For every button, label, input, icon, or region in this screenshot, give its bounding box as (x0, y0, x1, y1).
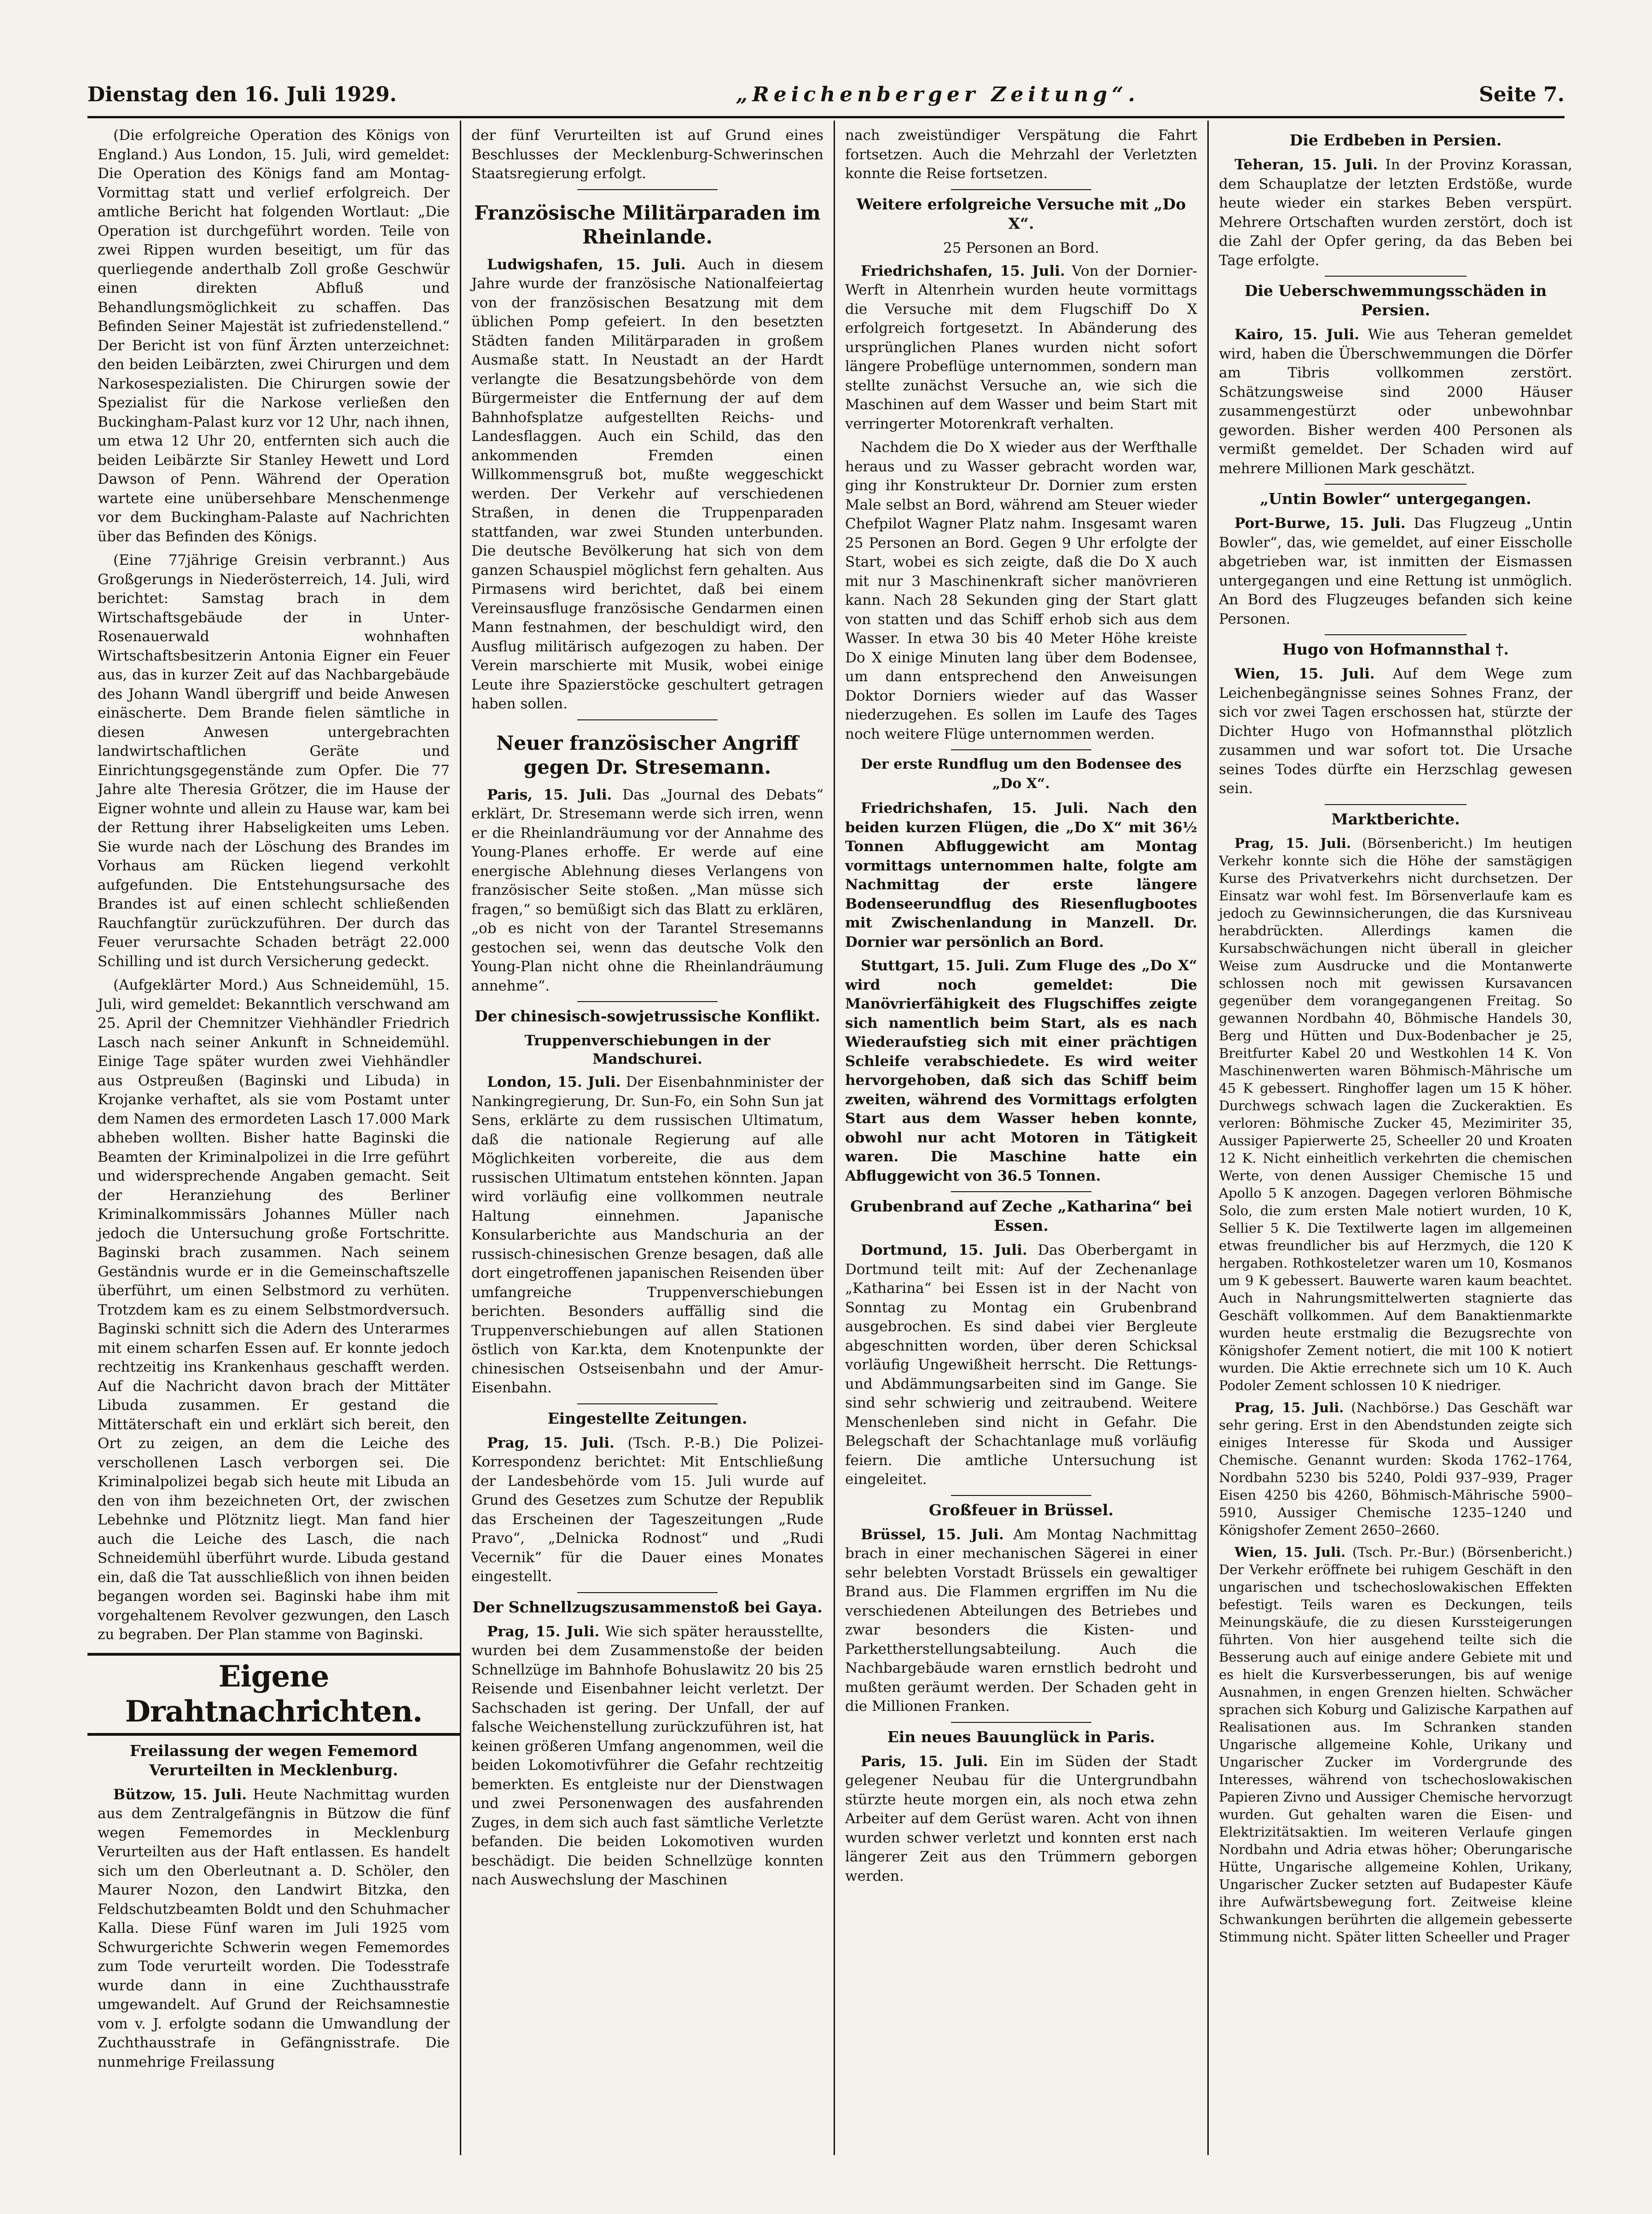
article-china-conflict (471, 1073, 823, 1398)
headline-banned-newspapers: Eingestellte Zeitungen. (547, 1409, 748, 1427)
dateline: Prag, 15. Juli. (1235, 835, 1351, 851)
subheadline-do-x-tests: 25 Personen an Bord. (943, 239, 1099, 256)
article-do-x-tests (845, 262, 1197, 434)
article-persia-flood (1219, 325, 1572, 478)
headline-market-reports: Marktberichte. (1331, 810, 1460, 828)
dateline: Prag, 15. Juli. (487, 1623, 600, 1640)
article-body: Das Oberbergamt in Dortmund teilt mit: Auf der Zechenanlage „Katharina“ bei Essen ist in der Nacht von Sonntag zu Montag ein Grubenbrand ausgebrochen. Es sind dabei vier Bergleute abgeschnitten worden, über deren Schicksal vorläufig Ungewißheit herrscht. Die Rettungs- und Abdämmungsarbeiten sind im Gange. Sie sind sehr schwierig und zeitraubend. Weitere Menschenleben sind nicht in Gefahr. Die Belegschaft der Schachtanlage muß vorläufig feiern. Die amtliche Untersuchung ist eingeleitet. (845, 1242, 1197, 1488)
article-body: In der Provinz Korassan, dem Schauplatze der letzten Erdstöße, wurde heute wieder ein starkes Beben verspürt. Mehrere Ortschaften wurden zerstört, doch ist die Zahl der Opfer gering, da das Beben bei Tage erfolgte. (1219, 156, 1572, 269)
dateline: Port-Burwe, 15. Juli. (1235, 515, 1406, 532)
article-body: Wie aus Teheran gemeldet wird, haben die Überschwemmungen die Dörfer am Tibris vollkommen zerstört. Schätzungsweise sind 2000 Häuser zusammengestürzt oder unbewohnbar geworden. Bisher werden 400 Personen als vermißt gemeldet. Der Schaden wird auf mehrere Millionen Mark geschätzt. (1219, 326, 1573, 477)
article-brussels-fire (845, 1525, 1197, 1716)
article-persia-earthquake (1219, 156, 1572, 270)
article-do-x-stuttgart (845, 956, 1197, 1186)
article-king-operation: (Die erfolgreiche Operation des Königs von England.) Aus London, 15. Juli, wird gemeldet: Die Operation des Königs fand am Montag-Vormittag statt und verlief erfolgreich. Der amtliche Bericht hat folgenden Wortlaut: „Die Operation ist durchgeführt worden. Teile von zwei Rippen wurden beseitigt, um für das querliegende anderthalb Zoll große Geschwür einen direkten Abfluß und Behandlungsmöglichkeit zu schaffen. Das Befinden Seiner Majestät ist zufriedenstellend.“ Der Bericht ist von fünf Ärzten unterzeichnet: den beiden Leibärzten, zwei Chirurgen und dem Narkosespezialisten. Die Chirurgen sowie der Spezialist für die Narkose verließen den Buckingham-Palast kurz vor 12 Uhr, nach ihnen, um etwa 12 Uhr 20, entfernten sich auch die beiden Leibärzte Sir Stanley Hewett und Lord Dawson of Penn. Während der Operation wartete eine unübersehbare Menschenmenge vor dem Buckingham-Palaste auf Nachrichten über das Befinden des Königs. (98, 127, 450, 545)
dateline: Friedrichshafen, 15. Juli. (861, 262, 1065, 279)
article-body: (Nachbörse.) Das Geschäft war sehr gering. Erst in den Abendstunden zeigte sich einiges Interesse für Skoda und Aussiger Chemische. Genannt wurden: Skoda 1762–1764, Nordbahn 5230 bis 5240, Poldi 937–939, Prager Eisen 4250 bis 4260, Böhmisch-Mährische 5900–5910, Aussiger Chemische 1235–1240 und Königshofer Zement 2650–2660. (1219, 1399, 1572, 1538)
article-body: Wie sich später herausstellte, wurden bei dem Zusammenstoße der beiden Schnellzüge im Bahnhofe Bohuslawitz 20 bis 25 Reisende und Eisenbahner leicht verletzt. Der Sachschaden ist gering. Der Unfall, der auf falsche Weichenstellung zurückzuführen ist, hat keinen größeren Umfang angenommen, weil die beiden Lokomotivführer die Gefahr rechtzeitig bemerkten. Es entgleiste nur der Dienstwagen und zwei Personenwagen des ausfahrenden Zuges, in dem sich auch fast sämtliche Verletzte befanden. Die beiden Lokomotiven wurden beschädigt. Die beiden Schnellzüge konnten nach Auswechslung der Maschinen (471, 1623, 823, 1888)
separator (1325, 634, 1467, 635)
headline-persia-flood: Die Ueberschwemmungsschäden in Persien. (1244, 282, 1547, 319)
newspaper-name: „Reichenberger Zeitung“. (736, 82, 1140, 106)
separator (1325, 484, 1467, 485)
issue-date: Dienstag den 16. Juli 1929. (87, 82, 397, 106)
article-vienna-exchange (1219, 1543, 1572, 1946)
dateline: Friedrichshafen, 15. Juli. (861, 800, 1089, 817)
article-attack-stresemann (471, 786, 823, 996)
separator (1325, 276, 1467, 277)
separator (951, 1191, 1091, 1192)
dateline: Teheran, 15. Juli. (1235, 156, 1378, 173)
dateline: Prag, 15. Juli. (1235, 1399, 1344, 1415)
separator (951, 189, 1091, 190)
dateline: Dortmund, 15. Juli. (861, 1242, 1027, 1258)
article-body: Auch in diesem Jahre wurde der französische Nationalfeiertag von der französischen Besatzung mit dem üblichen Pomp gefeiert. In den besetzten Städten fanden Militärparaden in großem Ausmaße statt. In Neustadt an der Hardt verlangte die Besatzungsbehörde von dem Bürgermeister die Entfernung der auf dem Bahnhofsplatze aufgestellten Reichs- und Landesflaggen. Auch ein Schild, das den ankommenden Fremden einen Willkommensgruß bot, mußte weggeschickt werden. Der Verkehr auf verschiedenen Straßen, in denen die Truppenparaden stattfanden, war zwei Stunden unterbunden. Die deutsche Bevölkerung hat sich von dem ganzen Schauspiel möglichst fern gehalten. Aus Pirmasens wird berichtet, daß bei einem Vereinsausfluge französische Gendarmen einen Mann festnahmen, der beschuldigt wird, den Ausflug militärisch aufgezogen zu haben. Der Verein marschierte mit Musik, wobei einige Leute ihre Spazierstöcke geschultert getragen haben sollen. (471, 256, 824, 712)
column-2 (461, 121, 835, 2155)
article-fememord-continued: der fünf Verurteilten ist auf Grund eines Beschlusses der Mecklenburg-Schwerinschen Staatsregierung erfolgt. (471, 127, 823, 182)
article-body: Das Flugzeug „Untin Bowler“, das, wie gemeldet, auf einer Eisscholle abgetrieben war, ist inmitten der Eismassen untergegangen und eine Rettung ist unmöglich. An Bord des Flugzeuges befanden sich keine Personen. (1219, 515, 1573, 627)
article-body: Ein im Süden der Stadt gelegener Neubau für die Untergrundbahn stürzte heute morgen ein, als noch etwa zehn Arbeiter auf dem Gerüst waren. Acht von ihnen wurden schwer verletzt und konnten erst nach längerer Zeit aus den Trümmern geborgen werden. (845, 1753, 1197, 1884)
separator (951, 1495, 1091, 1496)
article-body: Von der Dornier-Werft in Altenrhein wurden heute vormittags die Versuche mit dem Flugschiff Do X erfolgreich fortgesetzt. In Abänderung des ursprünglichen Planes wurden nicht sofort längere Probeflüge unternommen, sondern man stellte zunächst Versuche an, wie sich die Maschinen auf dem Wasser und beim Start mit verringerter Motorenkraft verhalten. (845, 262, 1198, 432)
article-body: Zum Fluge des „Do X“ wird noch gemeldet: Die Manövrierfähigkeit des Flugschiffes zeigte sich namentlich beim Start, als es nach Wiederaufstieg sich mit einer prächtigen Schleife verabschiedete. Es wird weiter hervorgehoben, daß sich das Schiff beim zweiten, während des Vormittags erfolgten Start aus dem Wasser heben konnte, obwohl nur acht Motoren in Tätigkeit waren. Die Maschine hatte ein Abfluggewicht von 36.5 Tonnen. (845, 957, 1197, 1184)
headline-train-collision: Der Schnellzugszusammenstoß bei Gaya. (472, 1598, 823, 1616)
headline-persia-earthquake: Die Erdbeben in Persien. (1289, 131, 1502, 149)
dateline: Brüssel, 15. Juli. (861, 1526, 1004, 1543)
header-rule (87, 116, 1565, 118)
headline-attack-stresemann: Neuer französischer Angriff gegen Dr. Stresemann. (496, 731, 799, 778)
dateline: Paris, 15. Juli. (487, 786, 612, 803)
dateline: Stuttgart, 15. Juli. (861, 957, 1010, 974)
article-mine-fire (845, 1241, 1197, 1490)
section-banner: Eigene Drahtnachrichten. (87, 1653, 460, 1736)
article-body: (Tsch. P.-B.) Die Polizei-Korrespondenz berichtet: Mit Entschließung der Landesbehörde vom 15. Juli wurde auf Grund des Gesetzes zum Schutze der Republik das Erscheinen der Tageszeitungen „Rude Pravo“, „Delnicka Rodnost“ und „Rudi Vecernik“ für die Dauer eines Monates eingestellt. (471, 1434, 823, 1585)
article-body: Heute Nachmittag wurden aus dem Zentralgefängnis in Bützow die fünf wegen Fememordes in Mecklenburg Verurteilten aus der Haft entlassen. Es handelt sich um den Oberleutnant a. D. Schöler, den Maurer Nozon, den Landwirt Bitzka, den Feldschutzbeamten Boldt und den Schuhmacher Kalla. Diese Fünf waren im Juli 1925 vom Schwurgerichte Schwerin wegen Fememordes zum Tode verurteilt worden. Die Todesstrafe wurde dann in eine Zuchthausstrafe umgewandelt. Auf Grund der Reichsamnestie vom v. J. erfolgte sodann die Umwandlung der Zuchthausstrafe in Gefängnisstrafe. Die nunmehrige Freilassung (98, 1786, 450, 2070)
dateline: Ludwigshafen, 15. Juli. (487, 256, 686, 273)
article-body: Am Montag Nachmittag brach in einer mechanischen Sägerei in einer sehr belebten Vorstadt Brüssels ein gewaltiger Brand aus. Die Flammen ergriffen im Nu die verschiedenen Abteilungen des Betriebes und zwar besonders die Kisten- und Parkettherstellungsabteilung. Auch die Nachbargebäude waren ernstlich bedroht und mußten geräumt werden. Der Schaden geht in die Millionen Franken. (845, 1526, 1197, 1715)
article-body: (Tsch. Pr.-Bur.) (Börsenbericht.) Der Verkehr eröffnete bei ruhigem Geschäft in den ungarischen und tschechoslowakischen Effekten befestigt. Teils waren es Deckungen, teils Meinungskäufe, die zu diesen Kurssteigerungen führten. Von hier ausgehend teilte sich die Besserung auch auf einige andere Gebiete mit und es hielt die Kursverbesserungen, bis auf wenige Ausnahmen, in engen Grenzen hielten. Schwächer sprachen sich Koburg und Galizische Karpathen auf Realisationen aus. Im Schranken standen Ungarische allgemeine Kohle, Urikany und Ungarischer Zucker im Vordergrunde des Interesses, während von tschechoslowakischen Papieren Zivno und Aussiger Chemische hervorzugt wurden. Gut gehalten waren die Eisen- und Elektrizitätsaktien. Im weiteren Verlaufe gingen Nordbahn und Adria etwas höher; Oberungarische Hütte, Ungarische allgemeine Kohlen, Urikany, Ungarischer Zucker setzten auf Budapester Käufe ihre Aufwärtsbewegung fort. Zeitweise kleine Schwankungen berührten die allgemein gebesserte Stimmung nicht. Später litten Scheeller und Prager (1219, 1544, 1573, 1945)
article-fememord-release (98, 1785, 450, 2072)
article-old-woman-burned: (Eine 77jährige Greisin verbrannt.) Aus Großgerungs in Niederösterreich, 14. Juli, wird berichtet: Samstag brach in dem Wirtschaftsgebäude der in Unter-Rosenauerwald wohnhaften Wirtschaftsbesitzerin Antonia Eigner ein Feuer aus, das in kurzer Zeit auf das Nachbargebäude des Johann Wandl übergriff und beide Anwesen einäscherte. Dem Brande fielen sämtliche in diesen Anwesen untergebrachten landwirtschaftlichen Geräte und Einrichtungsgegenstände zum Opfer. Die 77 Jahre alte Theresia Grötzer, die im Hause der Eigner wohnte und allein zu Hause war, kam bei der Rettung ihrer Habseligkeiten ums Leben. Sie wurde nach der Löschung des Brandes im Vorhaus am Rücken liegend verkohlt aufgefunden. Die Entstehungsursache des Brandes ist auf einen schlecht schließenden Rauchfangtür zurückzuführen. Der durch das Feuer verursachte Schaden beträgt 22.000 Schilling und ist durch Versicherung gedeckt. (98, 552, 450, 970)
article-paris-accident (845, 1752, 1197, 1886)
column-4 (1209, 121, 1582, 2155)
separator (951, 1722, 1091, 1723)
article-body: Nach den beiden kurzen Flügen, die „Do X“ mit 36½ Tonnen Abfluggewicht am Montag vormittags unternommen halte, folgte am Nachmittag der erste längere Bodenseerundflug des Riesenflugbootes mit Zwischenlandung in Manzell. Dr. Dornier war persönlich an Bord. (845, 800, 1197, 951)
separator (577, 189, 718, 190)
dateline: Paris, 15. Juli. (861, 1753, 988, 1770)
separator (577, 1592, 718, 1593)
column-3 (835, 121, 1209, 2155)
dateline: Bützow, 15. Juli. (113, 1786, 247, 1803)
dateline: London, 15. Juli. (487, 1074, 621, 1090)
separator (577, 719, 718, 720)
separator (1325, 804, 1467, 805)
headline-hofmannsthal: Hugo von Hofmannsthal †. (1282, 640, 1509, 658)
article-murder-solved: (Aufgeklärter Mord.) Aus Schneidemühl, 15. Juli, wird gemeldet: Bekanntlich verschwand am 25. April der Chemnitzer Viehhändler Friedrich Lasch nach seiner Ankunft in Schneidemühl. Einige Tage später wurden zwei Viehhändler aus Ostpreußen (Baginski und Libuda) in Krojanke verhaftet, als sie vom Postamt unter dem Namen des ermordeten Lasch 17.000 Mark abheben wollten. Bisher hatte Baginski die Beamten der Kriminalpolizei in die Irre geführt und widersprechende Angaben gemacht. Seit der Heranziehung des Berliner Kriminalkommissärs Johannes Müller nach jedoch die Untersuchung große Fortschritte. Baginski brach zusammen. Nach seinem Geständnis wurde er in die Gemeinschaftszelle überführt, um einen Selbstmord zu verhüten. Trotzdem kam es zu einem Selbstmordversuch. Baginski schnitt sich die Adern des Unterarmes mit einem scharfen Essen auf. Er konnte jedoch rechtzeitig ins Krankenhaus geschafft werden. Auf die Nachricht davon brach der Mittäter Libuda zusammen. Er gestand die Mittäterschaft ein und erklärt sich bereit, den Ort zu zeigen, an dem die Leiche des verschollenen Lasch verborgen sei. Die Kriminalpolizei begab sich heute mit Libuda an den von ihm bezeichneten Ort, der zwischen Lebehnke und Plötznitz liegt. Man fand hier auch die Leiche des Lasch, die nach Schneidemühl überführt wurde. Libuda gestand ein, daß die Tat ausschließlich von ihnen beiden begangen worden sei. Baginski habe ihm mit vorgehaltenem Revolver gezwungen, den Lasch zu begraben. Der Plan stamme von Baginski. (98, 977, 450, 1643)
article-hofmannsthal (1219, 665, 1572, 799)
headline-do-x-roundflight: Der erste Rundflug um den Bodensee des „Do X“. (860, 756, 1182, 792)
dateline: Wien, 15. Juli. (1235, 666, 1375, 682)
article-do-x-roundflight (845, 799, 1197, 952)
headline-paris-accident: Ein neues Bauunglück in Paris. (887, 1727, 1155, 1746)
article-banned-newspapers (471, 1434, 823, 1587)
article-body: Auf dem Wege zum Leichenbegängnisse seines Sohnes Franz, der sich vor zwei Tagen erschossen hat, stürzte der Dichter Hugo von Hofmannsthal plötzlich zusammen und war sofort tot. Die Ursache seines Todes dürfte ein Herzschlag gewesen sein. (1219, 666, 1572, 797)
page-header (87, 76, 1565, 113)
headline-brussels-fire: Großfeuer in Brüssel. (928, 1501, 1114, 1519)
headline-china-conflict: Der chinesisch-sowjetrussische Konflikt. (474, 1007, 821, 1025)
dateline: Kairo, 15. Juli. (1235, 326, 1360, 343)
column-1 (87, 121, 461, 2155)
article-body: (Börsenbericht.) Im heutigen Verkehr konnte sich die Höhe der samstägigen Kurse des Privatverkehrs nicht durchsetzen. Der Einsatz war wohl fest. Im Börsenverlaufe kam es jedoch zu Gewinnsicherungen, die das Kursniveau herabdrückten. Allerdings kamen die Kursabschwächungen nicht überall in gleicher Weise zum Ausdrucke und die Montanwerte schlossen noch mit gewissen Kursavancen gegenüber dem vorangegangenen Freitag. So gewannen Nordbahn 40, Böhmische Handels 30, Berg und Hütten und Dux-Bodenbacher je 25, Breitfurter Kabel 20 und Westkohlen 14 K. Von Maschinenwerten waren Böhmisch-Mährische um 45 K gebessert. Ringhoffer lagen um 15 K höher. Durchwegs schwach lagen die Zuckeraktien. Es verloren: Böhmische Zucker 45, Mezimiriter 35, Aussiger Papierwerte 25, Scheeller 20 und Kroaten 12 K. Nicht einheitlich verkehrten die chemischen Werte, von denen Aussiger Chemische 15 und Apollo 5 K anzogen. Dagegen verloren Böhmische Solo, die zum ersten Male notiert wurden, 10 K, Sellier 5 K. Die Textilwerte lagen im allgemeinen etwas freundlicher bis auf Herzmych, die 120 K hergaben. Rothkosteletzer waren um 10, Kosmanos um 9 K gebessert. Bauwerte waren kaum beachtet. Auch in Nahrungsmittelwerten stagnierte das Geschäft vollkommen. Auf dem Banaktienmarkte wurden heute erstmalig die Bezugsrechte von Königshofer Zement notiert, die mit 100 K notiert wurden. Die Aktie errechnete sich um 10 K. Auch Podoler Zement schlossen 10 K niedriger. (1219, 835, 1572, 1393)
article-prague-exchange (1219, 835, 1572, 1394)
headline-do-x-tests: Weitere erfolgreiche Versuche mit „Do X“. (856, 195, 1186, 232)
dateline: Wien, 15. Juli. (1235, 1544, 1346, 1560)
article-do-x-tests-2: Nachdem die Do X wieder aus der Werfthalle heraus und zu Wasser gebracht worden war, ging ihr Konstrukteur Dr. Dornier zum ersten Male selbst an Bord, während am Steuer wieder Chefpilot Wagner Platz nahm. Insgesamt waren 25 Personen an Bord. Gegen 9 Uhr erfolgte der Start, wobei es sich zeigte, daß die Do X auch mit nur 3 Maschinenkraft sicher manövrieren kann. Nach 28 Sekunden ging der Start glatt von statten und das Schiff erhob sich aus dem Wasser. In etwa 30 bis 40 Meter Höhe kreiste Do X einige Minuten lang über dem Bodensee, um dann entsprechend den Anweisungen Doktor Dorniers wieder auf das Wasser niederzugehen. Es sollen im Laufe des Tages noch weitere Flüge unternommen werden. (845, 439, 1197, 742)
headline-military-parades: Französische Militärparaden im Rheinlande. (474, 201, 821, 248)
subheadline-china-conflict: Truppenverschiebungen in der Mandschurei. (524, 1032, 771, 1067)
headline-plane-lost: „Untin Bowler“ untergegangen. (1260, 490, 1531, 508)
article-plane-lost (1219, 514, 1572, 629)
headline-mine-fire: Grubenbrand auf Zeche „Katharina“ bei Essen. (850, 1197, 1192, 1235)
article-train-collision (471, 1623, 823, 1890)
headline-fememord-release: Freilassung der wegen Fememord Verurteilten in Mecklenburg. (129, 1741, 418, 1779)
separator (577, 1001, 718, 1002)
dateline: Prag, 15. Juli. (487, 1434, 614, 1451)
article-train-continued: nach zweistündiger Verspätung die Fahrt fortsetzen. Auch die Mehrzahl der Verletzten konnte die Reise fortsetzen. (845, 127, 1197, 182)
article-body: Das „Journal des Debats“ erklärt, Dr. Stresemann werde sich irren, wenn er die Rheinlandräumung vor der Annahme des Young-Planes erhoffe. Er werde auf eine energische Ablehnung dieses Verlangens von französischer Seite stoßen. „Man müsse sich fragen,“ so bemüßigt sich das Blatt zu erklären, „ob es nicht von der Tarantel Stresemanns gestochen sei, wenn das deutsche Volk den Young-Plan nicht ohne die Rheinlandräumung annehme“. (471, 786, 823, 994)
article-military-parades (471, 255, 823, 714)
text-columns (87, 121, 1583, 2155)
separator (577, 1403, 718, 1404)
separator (951, 749, 1091, 750)
article-prague-after-hours (1219, 1399, 1572, 1539)
page-number: Seite 7. (1478, 82, 1565, 106)
article-body: Der Eisenbahnminister der Nankingregierung, Dr. Sun-Fo, ein Sohn Sun jat Sens, erklärte zu dem russischen Ultimatum, daß die nationale Regierung auf alle Möglichkeiten vorbereite, die aus dem russischen Ultimatum entstehen könnten. Japan wird vorläufig eine vollkommen neutrale Haltung einnehmen. Japanische Konsularberichte aus Mandschuria an der russisch-chinesischen Grenze besagen, daß alle dort eingetroffenen japanischen Reisenden über umfangreiche Truppenverschiebungen berichten. Besonders auffällig sind die Truppenverschiebungen auf allen Stationen östlich von Kar.kta, dem Knotenpunkte der chinesischen Ostseisenbahn und der Amur-Eisenbahn. (471, 1074, 823, 1396)
